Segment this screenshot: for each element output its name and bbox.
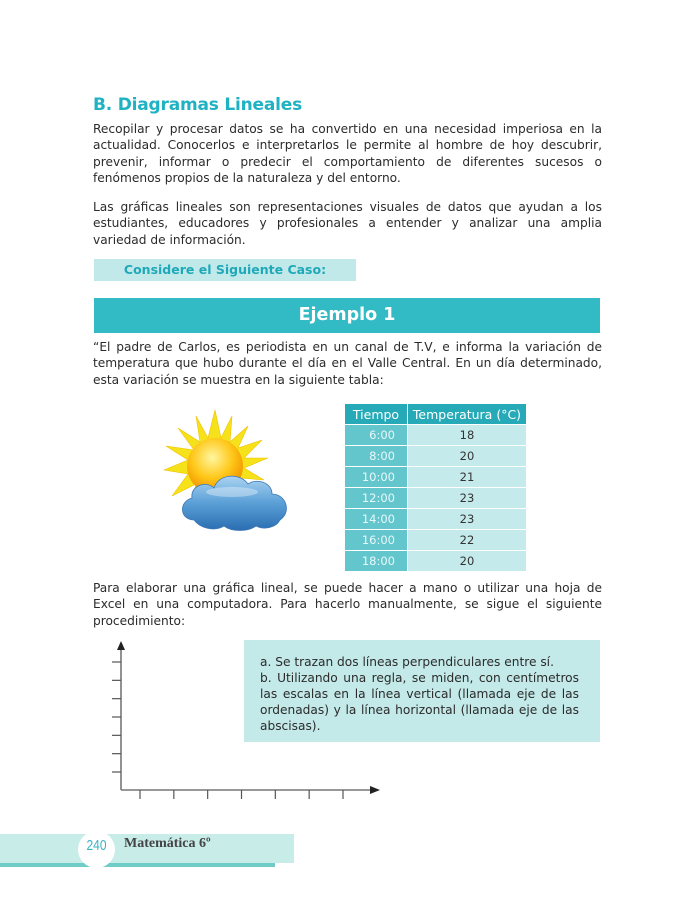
time-cell: 8:00 — [345, 446, 408, 467]
x-axis-arrow-icon — [370, 786, 380, 794]
table-row — [345, 446, 526, 467]
table-header-row — [345, 404, 526, 425]
table-row — [345, 551, 526, 572]
time-cell: 16:00 — [345, 530, 408, 551]
temperature-cell: 23 — [408, 488, 527, 509]
table-row — [345, 509, 526, 530]
procedure-steps-box — [244, 640, 600, 742]
example-paragraph — [93, 339, 602, 388]
table-row — [345, 425, 526, 446]
table-row — [345, 488, 526, 509]
column-header-time: Tiempo — [345, 404, 408, 425]
definition-paragraph — [93, 199, 602, 248]
consider-case-label: Considere el Siguiente Caso: — [94, 259, 356, 281]
time-cell: 12:00 — [345, 488, 408, 509]
step-b: b. Utilizando una regla, se miden, con centímetros las escalas en la línea vertical (llamada eje de las ordenadas) y la línea horizontal (llamada eje de las abscisas). — [260, 671, 579, 733]
temperature-cell: 20 — [408, 446, 527, 467]
intro-paragraph — [93, 121, 602, 186]
footer-divider — [0, 863, 275, 867]
step-a: a. Se trazan dos líneas perpendiculares entre sí. — [260, 655, 554, 669]
time-cell: 18:00 — [345, 551, 408, 572]
section-title: B. Diagramas Lineales — [93, 95, 303, 115]
example-title-bar: Ejemplo 1 — [94, 298, 600, 333]
temperature-table — [345, 404, 526, 571]
time-cell: 14:00 — [345, 509, 408, 530]
column-header-temperature: Temperatura (°C) — [408, 404, 527, 425]
x-axis-ticks — [140, 790, 343, 799]
paragraph-text: Para elaborar una gráfica lineal, se puede hacer a mano o utilizar una hoja de Excel en una computadora. Para hacerlo manualmente, se sigue el siguiente procedimiento: — [93, 581, 602, 628]
sun-behind-cloud-icon — [160, 408, 296, 534]
paragraph-text: Las gráficas lineales son representaciones visuales de datos que ayudan a los estudiantes, educadores y profesionales a entender y analizar una amplia variedad de información. — [93, 200, 602, 247]
y-axis-arrow-icon — [117, 641, 125, 650]
book-title: Matemática 6º — [124, 836, 211, 851]
temperature-cell: 22 — [408, 530, 527, 551]
table-row — [345, 530, 526, 551]
page-number: 240 — [86, 837, 107, 854]
procedure-intro — [93, 580, 602, 629]
time-cell: 10:00 — [345, 467, 408, 488]
temperature-cell: 18 — [408, 425, 527, 446]
temperature-cell: 21 — [408, 467, 527, 488]
time-cell: 6:00 — [345, 425, 408, 446]
temperature-cell: 23 — [408, 509, 527, 530]
table-row — [345, 467, 526, 488]
y-axis-ticks — [112, 662, 121, 772]
temperature-cell: 20 — [408, 551, 527, 572]
paragraph-text: “El padre de Carlos, es periodista en un canal de T.V, e informa la variación de temperatura que hubo durante el día en el Valle Central. En un día determinado, esta variación se muestra en la siguiente tabla: — [93, 340, 602, 387]
paragraph-text: Recopilar y procesar datos se ha convertido en una necesidad imperiosa en la actualidad. Conocerlos e interpretarlos le permite al hombre de hoy descubrir, prevenir, informar o predecir el comportamiento de diferentes sucesos o fenómenos propios de la naturaleza y del entorno. — [93, 122, 602, 185]
